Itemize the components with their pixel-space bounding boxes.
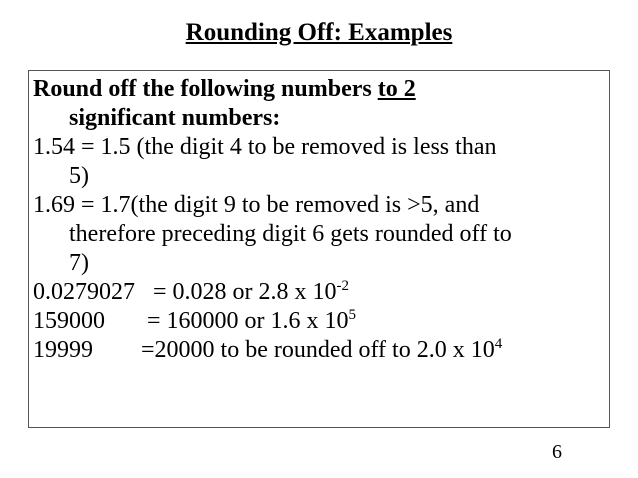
example-2-line-2: therefore preceding digit 6 gets rounded off to xyxy=(69,221,512,247)
example-3-result: = 0.028 or 2.8 x 10 xyxy=(153,279,337,305)
page-number: 6 xyxy=(552,441,562,463)
example-1-line-1: 1.54 = 1.5 (the digit 4 to be removed is less than xyxy=(33,134,497,160)
intro-part2: significant numbers: xyxy=(69,105,281,131)
examples-box xyxy=(28,70,610,428)
intro-text xyxy=(33,75,599,133)
example-4-result: = 160000 or 1.6 x 10 xyxy=(147,308,349,334)
example-3-number: 0.0279027 xyxy=(33,279,135,305)
example-5-result: =20000 to be rounded off to 2.0 x 10 xyxy=(141,337,495,363)
example-2-line-1: 1.69 = 1.7(the digit 9 to be removed is >5, and xyxy=(33,192,480,218)
example-1-line-2: 5) xyxy=(69,163,89,189)
example-5 xyxy=(33,336,599,365)
example-5-number: 19999 xyxy=(33,337,93,363)
example-1 xyxy=(33,133,599,191)
example-2 xyxy=(33,191,599,278)
example-5-exponent: 4 xyxy=(494,336,503,352)
intro-underlined: to 2 xyxy=(377,76,416,102)
intro-part1: Round off the following numbers xyxy=(33,76,378,102)
example-4-number: 159000 xyxy=(33,308,105,334)
example-4-exponent: 5 xyxy=(348,307,357,323)
example-3-exponent: -2 xyxy=(336,278,350,294)
example-3 xyxy=(33,278,599,307)
slide-title: Rounding Off: Examples xyxy=(185,19,453,46)
example-4 xyxy=(33,307,599,336)
example-2-line-3: 7) xyxy=(69,250,89,276)
